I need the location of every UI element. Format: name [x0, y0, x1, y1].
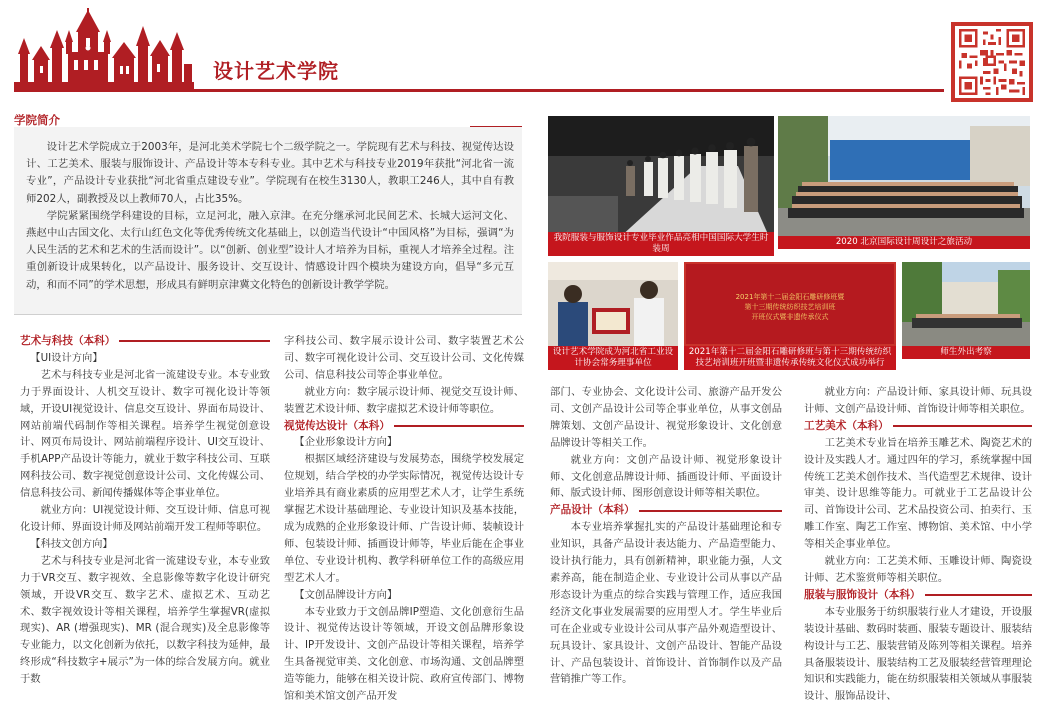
- paragraph: 本专业培养掌握扎实的产品设计基础理论和专业知识，具备产品设计表达能力、产品造型能力、设计执行能力，具有创新精神，职业能力强，人文素养高，能在制造企业、专业设计公司从事以产品形态设计为重点的综合实践与管理工作，适应我国经济文化事业发展需要的应用型人才。学生毕业后可在企业或专业设计公司从事产品外观造型设计、玩具设计、家具设计、文创产品设计、智能产品设计、产品包装设计、首饰设计、首饰制作以及产品营销推广等工作。: [550, 521, 782, 686]
- photo-group-design-week: [778, 116, 1030, 248]
- paragraph: 就业方向：文创产品设计师、视觉形象设计师、文化创意品牌设计师、插画设计师、平面设计师、版式设计师、图形创意设计师等相关职位。: [550, 453, 782, 500]
- paragraph: 艺术与科技专业是河北省一流建设专业，本专业致力于VR交互、数字视效、全息影像等数字化设计研究领域，开设VR交互、数字艺术、虚拟艺术、互动艺术、数字视效设计等相关课程，培养学生掌握VR(虚拟现实)、AR (增强现实)、MR (混合现实)及全息影像等专业能力，以文化创新为依托，以数字科技为延伸，最终形成“科技数字+展示”为一体的综合发展方向。就业于数: [20, 554, 270, 686]
- photo-caption: 我院服装与服饰设计专业毕业作品亮相中国国际大学生时装周: [548, 232, 774, 256]
- header-divider: [14, 89, 944, 92]
- photo-red-banner: [684, 262, 896, 346]
- banner-line: 第十三期传统纺织技艺培训班: [744, 303, 836, 311]
- column-art-technology: [20, 333, 270, 688]
- section-heading-text: 产品设计（本科）: [550, 504, 635, 517]
- section-heading: [20, 333, 270, 350]
- section-heading-text: 工艺美术（本科）: [804, 419, 889, 432]
- paragraph: 就业方向：UI视觉设计师、交互设计师、信息可视化设计师、界面设计师及网站前端开发工程师等职位。: [20, 504, 270, 533]
- heading-rule: [394, 425, 524, 427]
- heading-rule: [639, 510, 782, 512]
- section-heading: [550, 502, 782, 519]
- banner-text: [684, 292, 896, 322]
- paragraph: 就业方向：工艺美术师、玉雕设计师、陶瓷设计师、艺术鉴赏师等相关职位。: [804, 555, 1032, 584]
- column-product-design: [550, 384, 782, 688]
- paragraph: 就业方向：产品设计师、家具设计师、玩具设计师、文创产品设计师、首饰设计师等相关职位。: [804, 386, 1032, 415]
- section-heading: [284, 418, 524, 435]
- paragraph: 根据区域经济建设与发展势态，围绕学校发展定位规划，结合学校的办学实际情况，视觉传达设计专业培养具有商业素质的应用型艺术人才，让学生系统掌握艺术设计基础理论、专业设计知识及基本技能，成为成熟的企业形象设计师、广告设计师、装帧设计师、包装设计师、插画设计师等，毕业后能在企事业单位、专业设计机构、教学科研单位工作的高级应用型艺术人才。: [284, 453, 524, 584]
- paragraph: 工艺美术专业旨在培养玉雕艺术、陶瓷艺术的设计及实践人才。通过四年的学习，系统掌握中国传统工艺美术创作技术、当代造型艺术规律、设计审美、设计思维等能力。可就业于工艺品设计公司、首饰设计公司、艺术品投资公司、拍卖行、玉雕工作室、陶艺工作室、博物馆、美术馆、中小学等相关企事业单位。: [804, 436, 1032, 551]
- paragraph: 本专业致力于文创品牌IP塑造、文化创意衍生品设计、视觉传达设计等领域，开设文创品牌形象设计、IP开发设计、文创产品设计等相关课程，培养学生具备视觉审美、文化创意、市场沟通、文创品牌塑造等能力，能够在相关设计院、政府宣传部门、博物馆和美术馆文创产品开发: [284, 605, 524, 703]
- photo-plaque-ceremony: [548, 262, 678, 346]
- intro-text: [26, 139, 514, 294]
- paragraph: 本专业服务于纺织服装行业人才建设，开设服装设计基础、数码时装画、服装专题设计、服装结构设计与工艺、服装营销及陈列等相关课程。培养具备服装设计、服装结构工艺及服装经营管理理论知识和实践能力，能在纺织服装相关领域从事服装设计、服饰品设计、: [804, 605, 1032, 703]
- subheading: 【企业形象设计方向】: [294, 436, 398, 449]
- intro-paragraph: 学院紧紧围绕学科建设的目标，立足河北，融入京津。在充分继承河北民间艺术、长城大运河文化、燕赵中山古国文化、太行山红色文化等优秀传统文化基础上，以创造当代设计“中国风格”为目标，强调“为人民生活的艺术和艺术的生活而设计”。以“创新、创业型”设计人才培养为目标，重视人才培养全过程。注重创新设计成果转化，以产品设计、服务设计、交互设计、情感设计四个模块为建设方向，倡导“多元互动，和而不同”的学术思想，形成具有鲜明京津冀文化特色的创新设计教学学院。: [26, 209, 514, 291]
- heading-rule: [893, 425, 1032, 427]
- castle-skyline-icon: [14, 8, 194, 90]
- section-heading-text: 视觉传达设计（本科）: [284, 419, 390, 432]
- section-heading-text: 服装与服饰设计（本科）: [804, 588, 921, 601]
- banner-line: 开班仪式暨非遗传承仪式: [751, 313, 829, 321]
- heading-rule: [925, 594, 1032, 596]
- subheading: 【UI设计方向】: [30, 351, 103, 364]
- paragraph: 就业方向：数字展示设计师、视觉交互设计师、装置艺术设计师、数字虚拟艺术设计师等职位。: [284, 385, 524, 415]
- column-visual-communication: [284, 333, 524, 705]
- paragraph: 部门、专业协会、文化设计公司、旅游产品开发公司、文创产品设计公司等企事业单位，从事文创品牌策划、文创产品设计、视觉形象设计、文化创意品牌设计等相关工作。: [550, 386, 782, 449]
- photo-caption: 2020 北京国际设计周设计之旅活动: [778, 236, 1030, 249]
- photo-field-trip: [902, 262, 1030, 346]
- photo-caption: 师生外出考察: [902, 346, 1030, 359]
- photo-caption: 2021年第十二届金阳石雕研修班与第十三期传统纺织技艺培训班开班暨非遗传承传统文化仪式成功举行: [684, 346, 896, 370]
- section-heading: [804, 418, 1032, 435]
- column-crafts-fashion: [804, 384, 1032, 705]
- paragraph: 字科技公司、数字展示设计公司、数字装置艺术公司、数字可视化设计公司、交互设计公司、文化传媒公司、信息科技公司等企事业单位。: [284, 335, 524, 381]
- subheading: 【科技文创方向】: [30, 537, 113, 550]
- banner-line: 2021年第十二届金阳石雕研修班暨: [735, 293, 845, 301]
- intro-heading: 学院简介: [14, 113, 60, 127]
- section-heading: [804, 587, 1032, 604]
- qr-code-icon: [951, 22, 1033, 102]
- photo-caption: 设计艺术学院成为河北省工业设计协会常务理事单位: [548, 346, 678, 370]
- page-title: 设计艺术学院: [213, 59, 339, 83]
- intro-paragraph: 设计艺术学院成立于2003年，是河北美术学院七个二级学院之一。学院现有艺术与科技、视觉传达设计、工艺美术、服装与服饰设计、产品设计等本专科专业。其中艺术与科技专业2019年获批“河北省一流专业”，产品设计专业获批“河北省重点建设专业”。学院现有在校生3130人，教职工246人，其中自有教师202人，副教授及以上教师70人，占比35%。: [26, 141, 514, 205]
- page-header: [0, 0, 1042, 108]
- photo-fashion-show: [548, 116, 774, 248]
- heading-rule: [119, 340, 270, 342]
- paragraph: 艺术与科技专业是河北省一流建设专业。本专业致力于界面设计、人机交互设计、数字可视化设计等领域，开设UI视觉设计、信息交互设计、界面布局设计、网站前端代码制作等相关课程。培养学生视觉创意设计、网页布局设计、网站前端程序设计、UI交互设计、手机APP产品设计等能力，就业于数字科技公司、互联网科技公司、数字视觉创意设计公司、文化传媒公司、信息科技公司、新闻传播媒体等企事业单位。: [20, 368, 270, 500]
- section-heading-text: 艺术与科技（本科）: [20, 335, 116, 347]
- subheading: 【文创品牌设计方向】: [294, 588, 398, 601]
